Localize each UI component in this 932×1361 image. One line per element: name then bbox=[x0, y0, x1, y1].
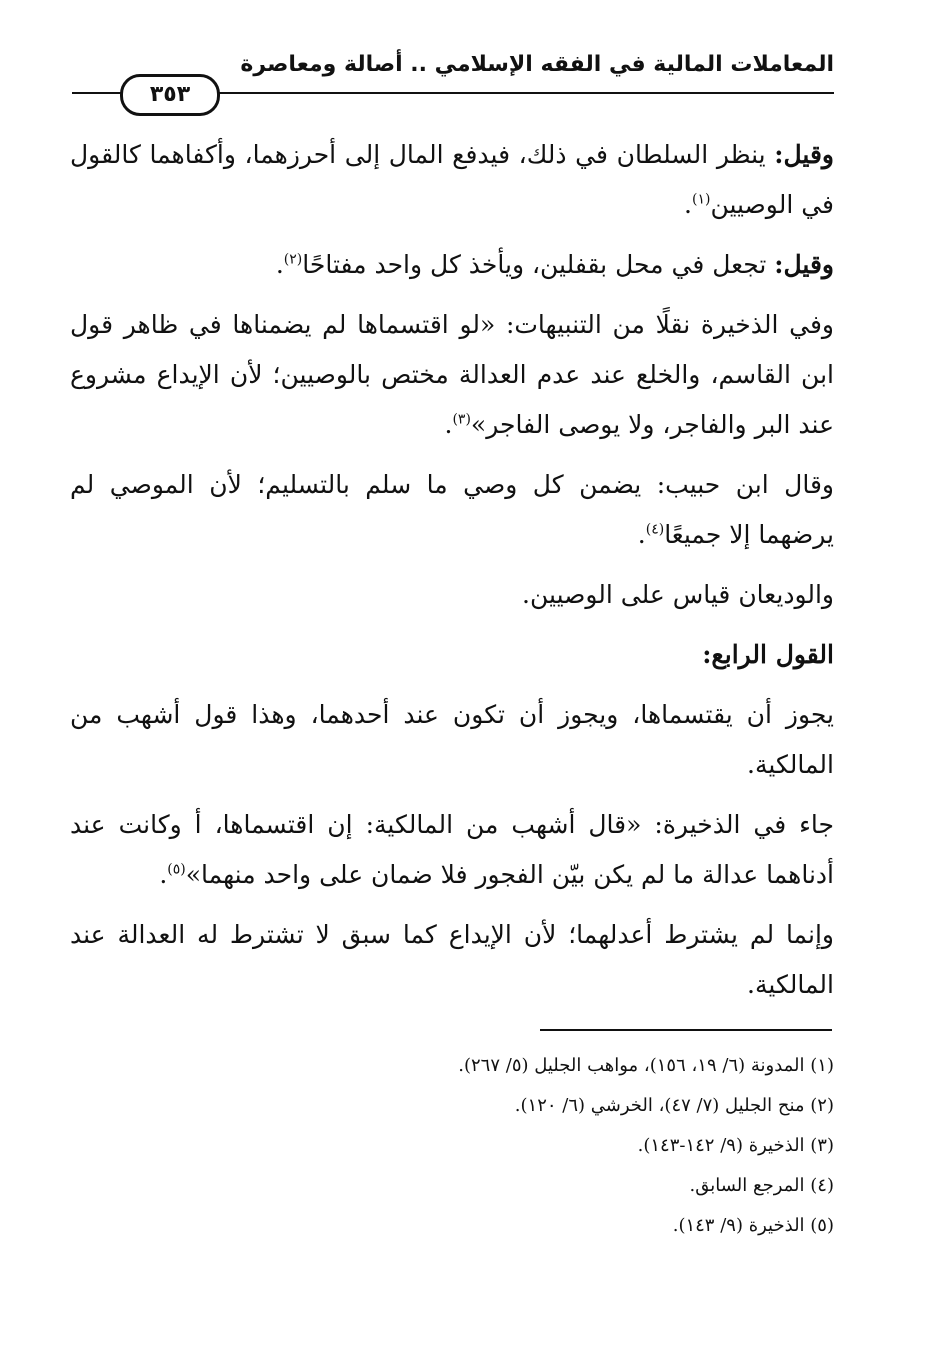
paragraph-lead: وقيل: bbox=[774, 250, 834, 279]
paragraph-text: وقال ابن حبيب: يضمن كل وصي ما سلم بالتسليم؛ لأن الموصي لم يرضهما إلا جميعًا bbox=[70, 470, 834, 549]
paragraph-end: . bbox=[637, 520, 646, 549]
paragraph-text: وإنما لم يشترط أعدلهما؛ لأن الإيداع كما سبق لا تشترط له العدالة عند المالكية. bbox=[70, 920, 834, 999]
paragraph-end: . bbox=[684, 190, 692, 219]
paragraph-4 bbox=[70, 460, 834, 560]
footnote-4: (٤) المرجع السابق. bbox=[689, 1175, 834, 1196]
footnotes bbox=[70, 1046, 834, 1246]
paragraph-3 bbox=[70, 300, 834, 450]
paragraph-1 bbox=[70, 130, 834, 230]
footnote-marker[interactable]: (١) bbox=[691, 191, 711, 208]
running-header-title: المعاملات المالية في الفقه الإسلامي .. أصالة ومعاصرة bbox=[240, 52, 834, 77]
footnote-2: (٢) منح الجليل (٧/ ٤٧)، الخرشي (٦/ ١٢٠). bbox=[514, 1095, 834, 1116]
footnote-3: (٣) الذخيرة (٩/ ١٤٢-١٤٣). bbox=[637, 1135, 834, 1156]
footnote-5: (٥) الذخيرة (٩/ ١٤٣). bbox=[672, 1215, 834, 1236]
paragraph-5 bbox=[70, 570, 834, 620]
footnote-marker[interactable]: (٣) bbox=[452, 411, 471, 428]
paragraph-2 bbox=[70, 240, 834, 290]
footnote-divider bbox=[540, 1029, 832, 1031]
paragraph-text: تجعل في محل بقفلين، ويأخذ كل واحد مفتاحًا bbox=[302, 250, 775, 279]
paragraph-text: جاء في الذخيرة: «قال أشهب من المالكية: إن اقتسماها، أ وكانت عند أدناهما عدالة ما لم يكن بيّن الفجور فلا ضمان على واحد منهما» bbox=[70, 810, 834, 889]
footnote-1: (١) المدونة (٦/ ١٩، ١٥٦)، مواهب الجليل (٥/ ٢٦٧). bbox=[458, 1055, 834, 1076]
main-text bbox=[70, 130, 834, 1020]
paragraph-text: يجوز أن يقتسماها، ويجوز أن تكون عند أحدهما، وهذا قول أشهب من المالكية. bbox=[70, 700, 834, 779]
page-number: ٣٥٣ bbox=[120, 74, 220, 116]
paragraph-end: . bbox=[159, 860, 168, 889]
footnote-marker[interactable]: (٤) bbox=[645, 521, 665, 538]
paragraph-lead: وقيل: bbox=[774, 140, 834, 169]
section-heading: القول الرابع: bbox=[702, 640, 834, 669]
paragraph-end: . bbox=[444, 410, 453, 439]
paragraph-6 bbox=[70, 690, 834, 790]
footnote-marker[interactable]: (٢) bbox=[283, 251, 303, 268]
paragraph-text: ينظر السلطان في ذلك، فيدفع المال إلى أحرزهما، وأكفاهما كالقول في الوصيين bbox=[70, 140, 834, 219]
paragraph-end: . bbox=[275, 250, 284, 279]
paragraph-7 bbox=[70, 800, 834, 900]
paragraph-text: والوديعان قياس على الوصيين. bbox=[522, 580, 834, 609]
paragraph-8 bbox=[70, 910, 834, 1010]
footnote-marker[interactable]: (٥) bbox=[167, 861, 186, 878]
paragraph-text: وفي الذخيرة نقلًا من التنبيهات: «لو اقتسماها لم يضمناها في ظاهر قول ابن القاسم، والخلع عند عدم العدالة مختص بالوصيين؛ لأن الإيداع مشروع عند البر والفاجر، ولا يوصى الفاجر» bbox=[70, 310, 834, 439]
